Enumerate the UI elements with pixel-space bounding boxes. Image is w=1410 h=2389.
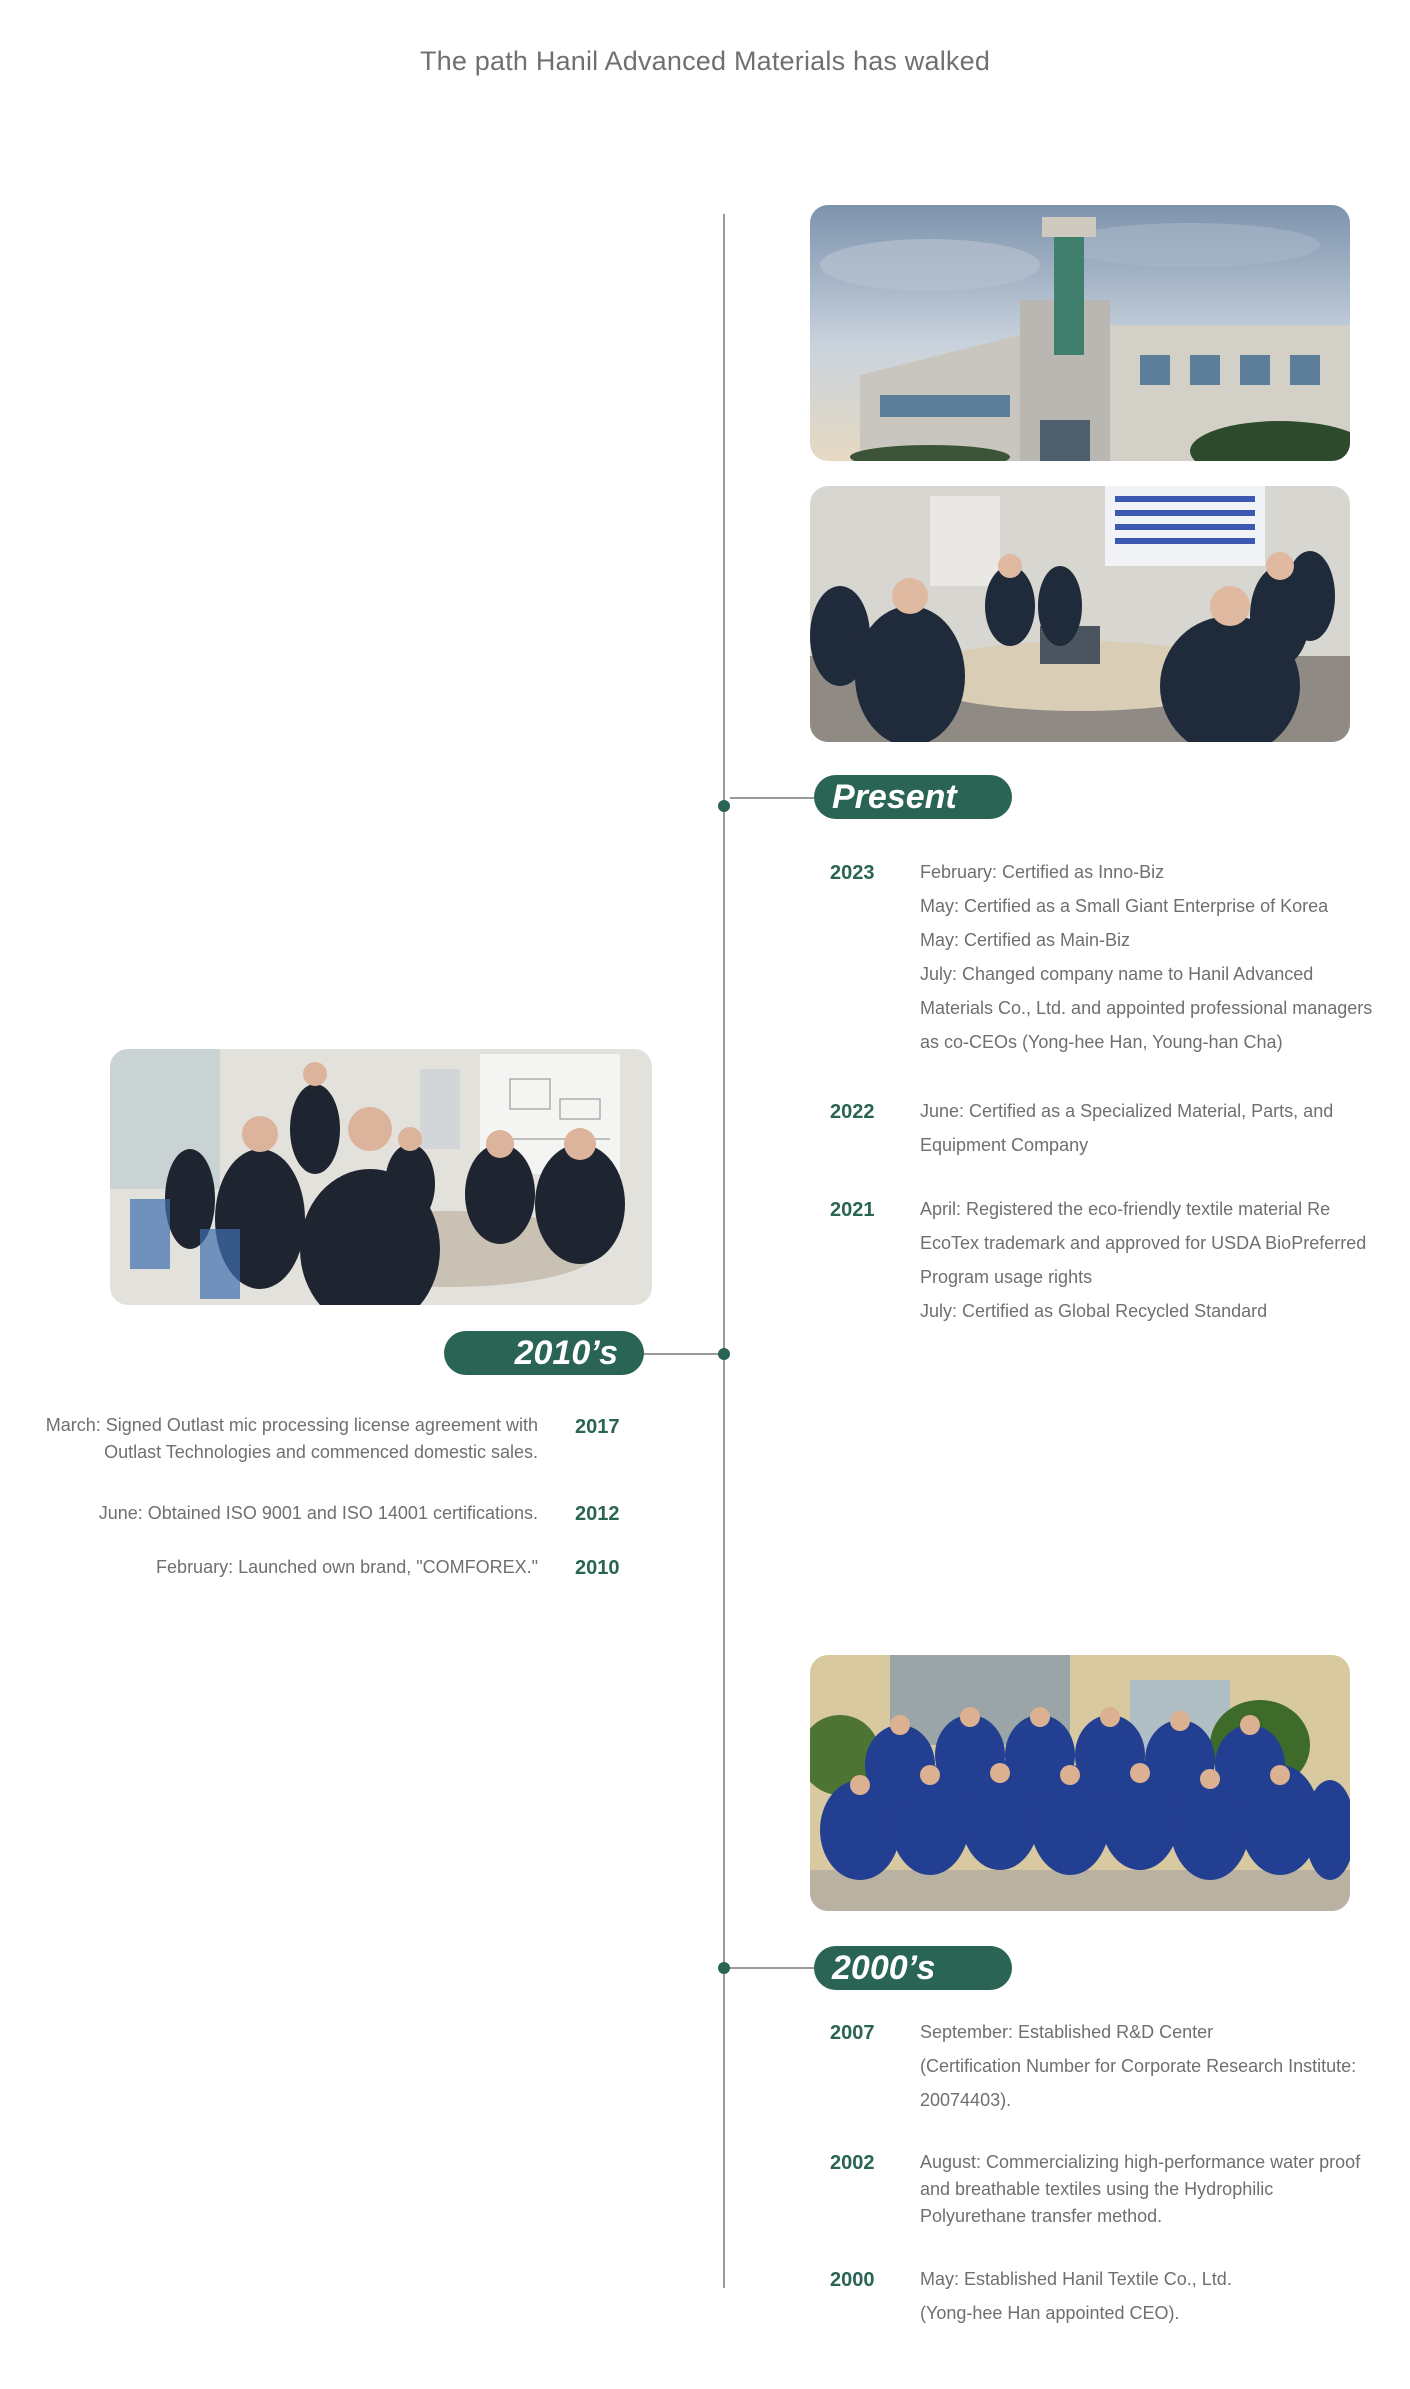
present-entry-2023: February: Certified as Inno-Biz May: Certified as a Small Giant Enterprise of Korea May: Certified as Main-Biz July: Changed company name to Hanil Advanced Materials Co., Ltd. and appointed professional managers as co-CEOs (Yong-hee Han, Young-han Cha): [920, 862, 1373, 1052]
present-entry-2022: June: Certified as a Specialized Material, Parts, and Equipment Company: [920, 1101, 1334, 1155]
present-dot: [718, 800, 730, 812]
present-year-2023: 2023: [830, 862, 875, 884]
twothousands-era-badge: 2000’s: [814, 1946, 1012, 1990]
tens-entry-2012: June: Obtained ISO 9001 and ISO 14001 certifications.: [98, 1503, 538, 1523]
photo-company-group: [810, 1655, 1350, 1911]
tens-year-2012: 2012: [575, 1503, 620, 1525]
tens-entry-2017: March: Signed Outlast mic processing license agreement with Outlast Technologies and commenced domestic sales.: [45, 1415, 538, 1462]
tens-entry-2010: February: Launched own brand, "COMFOREX.": [156, 1557, 538, 1577]
twothousands-dot: [718, 1962, 730, 1974]
tens-year-2010: 2010: [575, 1557, 620, 1579]
tens-dot: [718, 1348, 730, 1360]
twothousands-entry-2002: August: Commercializing high-performance water proof and breathable textiles using the Hydrophilic Polyurethane transfer method.: [920, 2152, 1361, 2226]
twothousands-connector: [730, 1967, 814, 1969]
tens-connector: [640, 1353, 724, 1355]
present-year-2021: 2021: [830, 1199, 875, 1221]
photo-company-building: [810, 205, 1350, 461]
twothousands-year-2007: 2007: [830, 2022, 875, 2044]
tens-year-2017: 2017: [575, 1416, 620, 1438]
twothousands-entry-2007: September: Established R&D Center (Certification Number for Corporate Research Institute: 20074403).: [920, 2022, 1357, 2110]
present-year-2022: 2022: [830, 1101, 875, 1123]
present-connector: [730, 797, 814, 799]
tens-era-badge: 2010’s: [444, 1331, 644, 1375]
present-era-badge: Present: [814, 775, 1012, 819]
photo-office-meeting: [110, 1049, 652, 1305]
twothousands-year-2000: 2000: [830, 2269, 875, 2291]
photo-meeting-room: [810, 486, 1350, 742]
twothousands-year-2002: 2002: [830, 2152, 875, 2174]
page-title: The path Hanil Advanced Materials has walked: [419, 46, 991, 76]
timeline-axis: [723, 214, 725, 2288]
twothousands-entry-2000: May: Established Hanil Textile Co., Ltd. (Yong-hee Han appointed CEO).: [920, 2269, 1232, 2323]
present-entry-2021: April: Registered the eco-friendly textile material Re EcoTex trademark and approved for USDA BioPreferred Program usage rights July: Certified as Global Recycled Standard: [920, 1199, 1367, 1321]
